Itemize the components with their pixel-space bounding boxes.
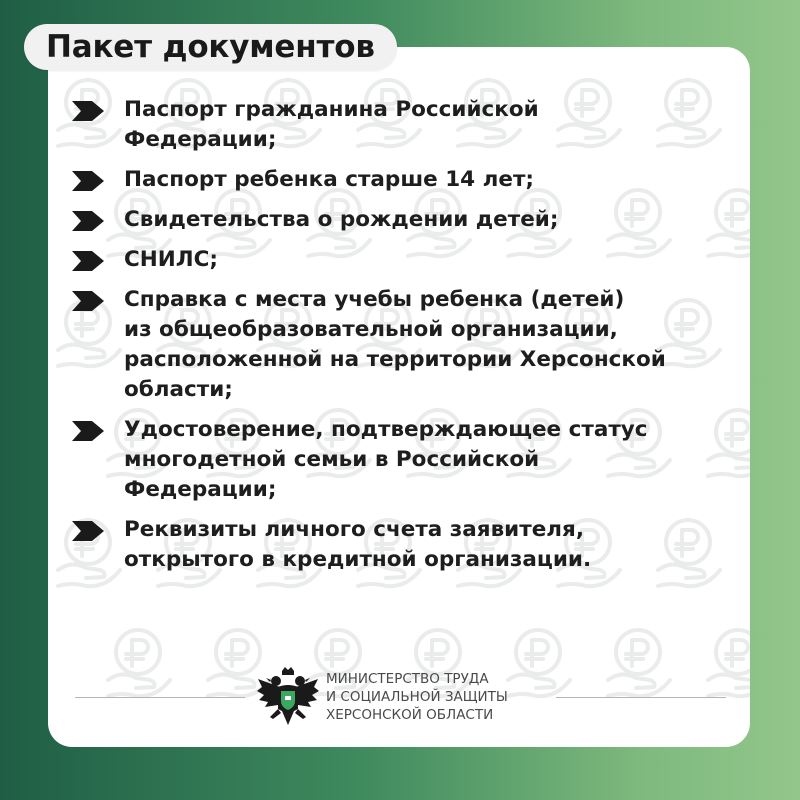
ministry-line: ХЕРСОНСКОЙ ОБЛАСТИ <box>326 707 494 723</box>
ruble-hand-icon <box>108 630 170 696</box>
chevron-arrow-icon <box>72 291 104 311</box>
list-item <box>72 165 722 195</box>
page-title: Пакет документов <box>46 29 375 65</box>
chevron-arrow-icon <box>72 101 104 121</box>
chevron-arrow-icon <box>72 171 104 191</box>
list-item <box>72 415 722 505</box>
list-item-line: Свидетельства о рождении детей; <box>124 207 559 232</box>
list-item-line: Федерации; <box>124 477 277 502</box>
ministry-line: МИНИСТЕРСТВО ТРУДА <box>326 671 489 687</box>
list-item <box>72 245 722 275</box>
list-item-line: из общеобразовательной организации, <box>124 317 618 342</box>
list-item-line: многодетной семьи в Российской <box>124 447 540 472</box>
document-list <box>72 95 722 585</box>
list-item-line: СНИЛС; <box>124 247 218 272</box>
ministry-name <box>326 670 556 724</box>
list-item-line: Справка с места учебы ребенка (детей) <box>124 287 625 312</box>
list-item <box>72 515 722 575</box>
list-item-line: Паспорт ребенка старше 14 лет; <box>124 167 535 192</box>
list-item <box>72 285 722 405</box>
chevron-arrow-icon <box>72 421 104 441</box>
ministry-line: И СОЦИАЛЬНОЙ ЗАЩИТЫ <box>326 689 508 705</box>
footer-divider-left <box>75 697 245 698</box>
footer-divider-right <box>556 697 726 698</box>
list-item-line: расположенной на территории Херсонской <box>124 347 666 372</box>
title-pill <box>24 24 397 70</box>
list-item-line: области; <box>124 377 233 402</box>
list-item-line: Реквизиты личного счета заявителя, <box>124 517 585 542</box>
chevron-arrow-icon <box>72 251 104 271</box>
ruble-hand-icon <box>708 630 750 696</box>
list-item-line: Федерации; <box>124 127 277 152</box>
list-item-line: Паспорт гражданина Российской <box>124 97 539 122</box>
list-item <box>72 95 722 155</box>
ruble-hand-icon <box>608 630 670 696</box>
list-item <box>72 205 722 235</box>
chevron-arrow-icon <box>72 211 104 231</box>
list-item-line: Удостоверение, подтверждающее статус <box>124 417 648 442</box>
eagle-emblem-icon <box>256 665 320 733</box>
chevron-arrow-icon <box>72 521 104 541</box>
list-item-line: открытого в кредитной организации. <box>124 547 592 572</box>
